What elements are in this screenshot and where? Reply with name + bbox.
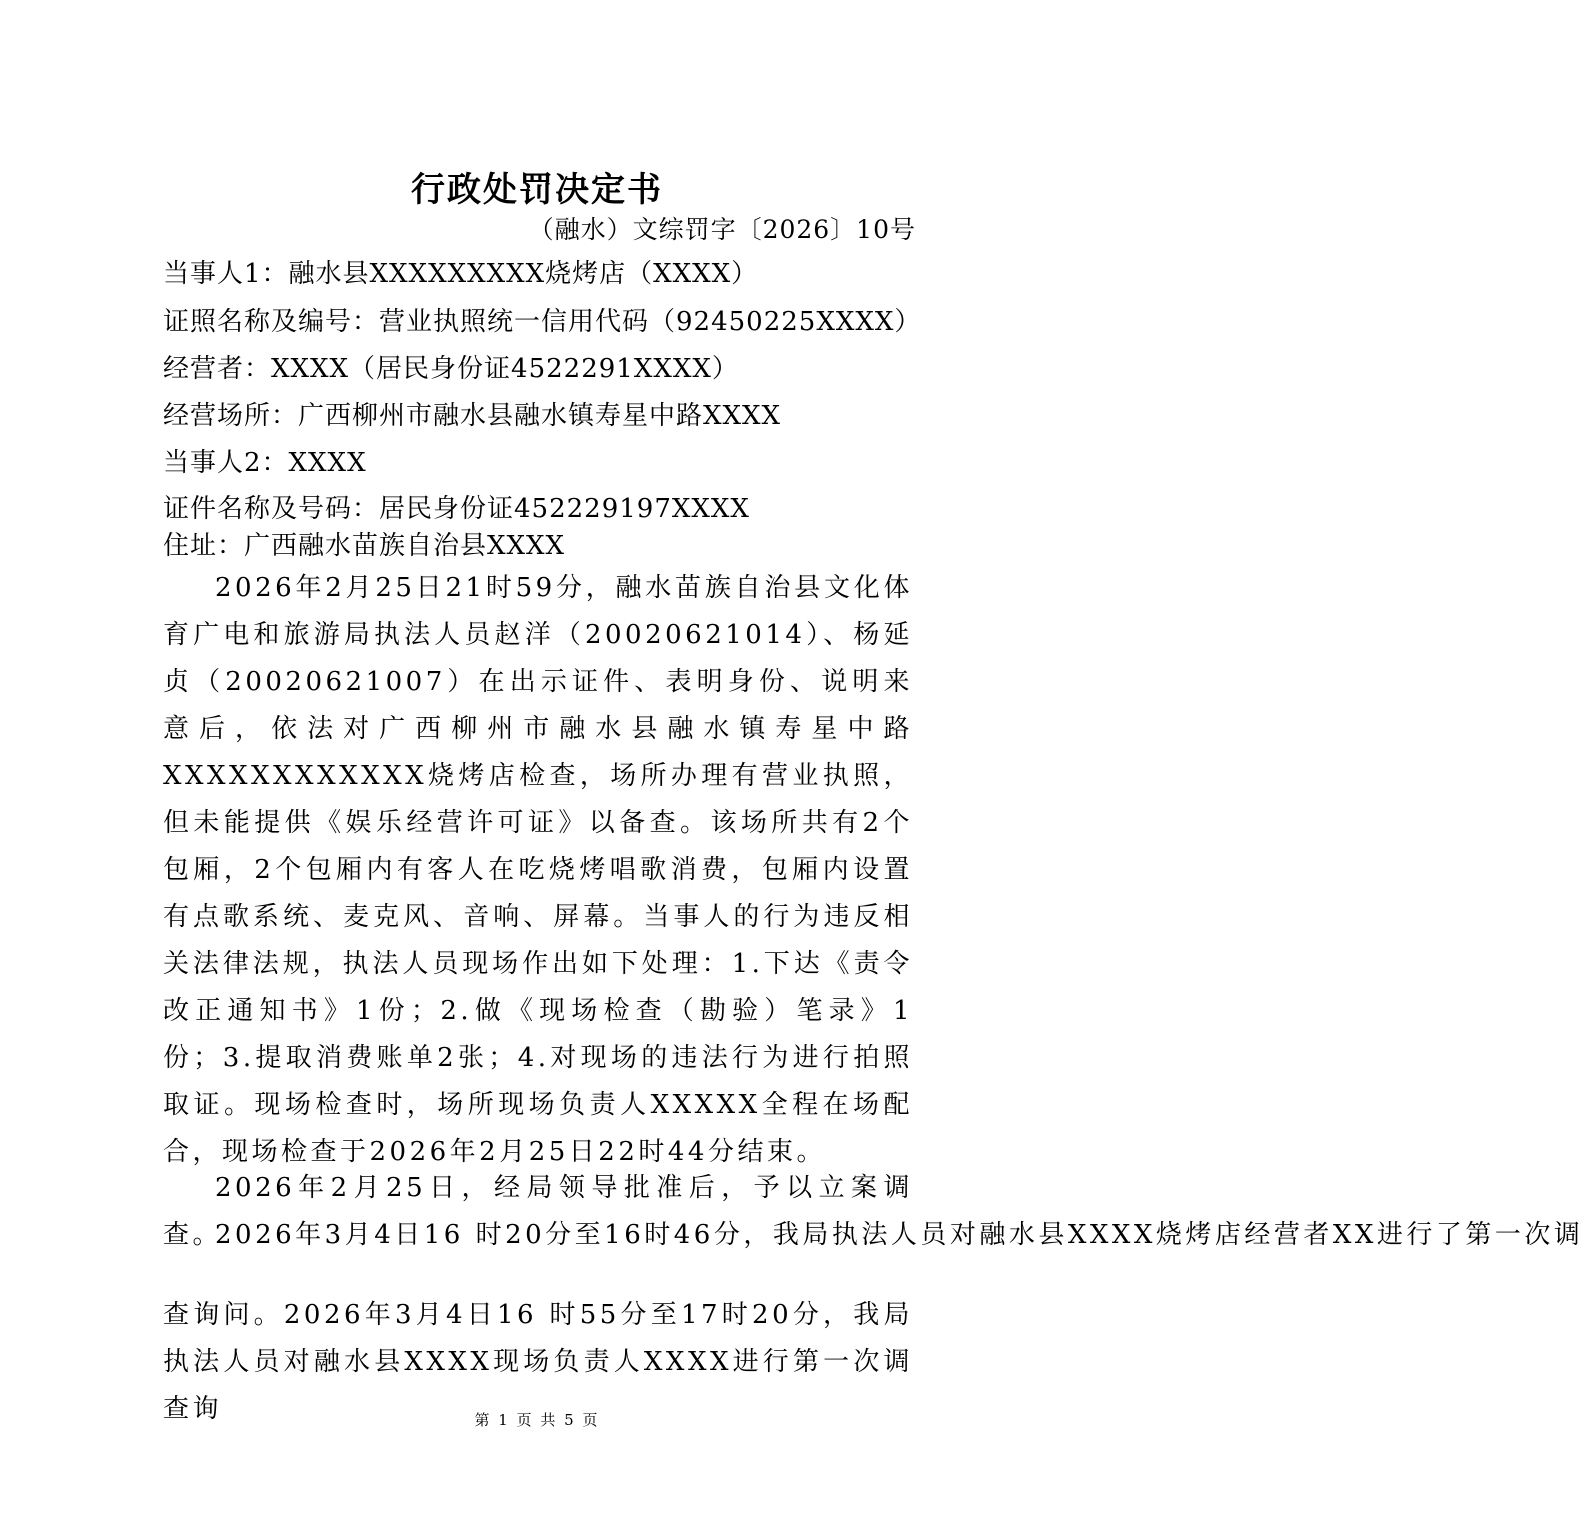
party-2-line: 当事人2：XXXX (163, 448, 367, 478)
operator-line: 经营者：XXXX（居民身份证4522291XXXX） (163, 354, 739, 384)
page-footer: 第 1 页 共 5 页 (474, 1411, 600, 1429)
document-number: （融水）文综罚字〔2026〕10号 (528, 215, 916, 244)
inspection-paragraph: 2026年2月25日21时59分，融水苗族自治县文化体育广电和旅游局执法人员赵洋（20020621014）、杨延贞（20020621007）在出示证件、表明身份、说明来意后，依法对广西柳州市融水县融水镇寿星中路XXXXXXXXXXXX烧烤店检查，场所办理有营业执照，但未能提供《娱乐经营许可证》以备查。该场所共有2个包厢，2个包厢内有客人在吃烧烤唱歌消费，包厢内设置有点歌系统、麦克风、音响、屏幕。当事人的行为违反相关法律法规，执法人员现场作出如下处理：1.下达《责令改正通知书》1份；2.做《现场检查（勘验）笔录》1份；3.提取消费账单2张；4.对现场的违法行为进行拍照取证。现场检查时，场所现场负责人XXXXX全程在场配合，现场检查于2026年2月25日22时44分结束。 (163, 573, 913, 1167)
id-card-line: 证件名称及号码：居民身份证452229197XXXX (163, 494, 750, 524)
inquiry-paragraph-start: 2026年3月4日16 时20分至16时46分，我局执法人员对融水县XXXX烧烤店经营者XX进行了第一次调 (215, 1220, 1583, 1250)
premises-line: 经营场所：广西柳州市融水县融水镇寿星中路XXXX (163, 401, 782, 431)
address-line: 住址：广西融水苗族自治县XXXX (163, 531, 566, 561)
case-filing-paragraph: 2026年2月25日，经局领导批准后，予以立案调查。 (163, 1173, 913, 1250)
license-line: 证照名称及编号：营业执照统一信用代码（92450225XXXX） (163, 307, 922, 337)
inquiry-paragraph-continued: 查询问。2026年3月4日16 时55分至17时20分，我局执法人员对融水县XXXX现场负责人XXXX进行第一次调查询 (163, 1300, 913, 1424)
document-title: 行政处罚决定书 (411, 170, 663, 210)
party-1-line: 当事人1：融水县XXXXXXXXX烧烤店（XXXX） (163, 259, 759, 289)
